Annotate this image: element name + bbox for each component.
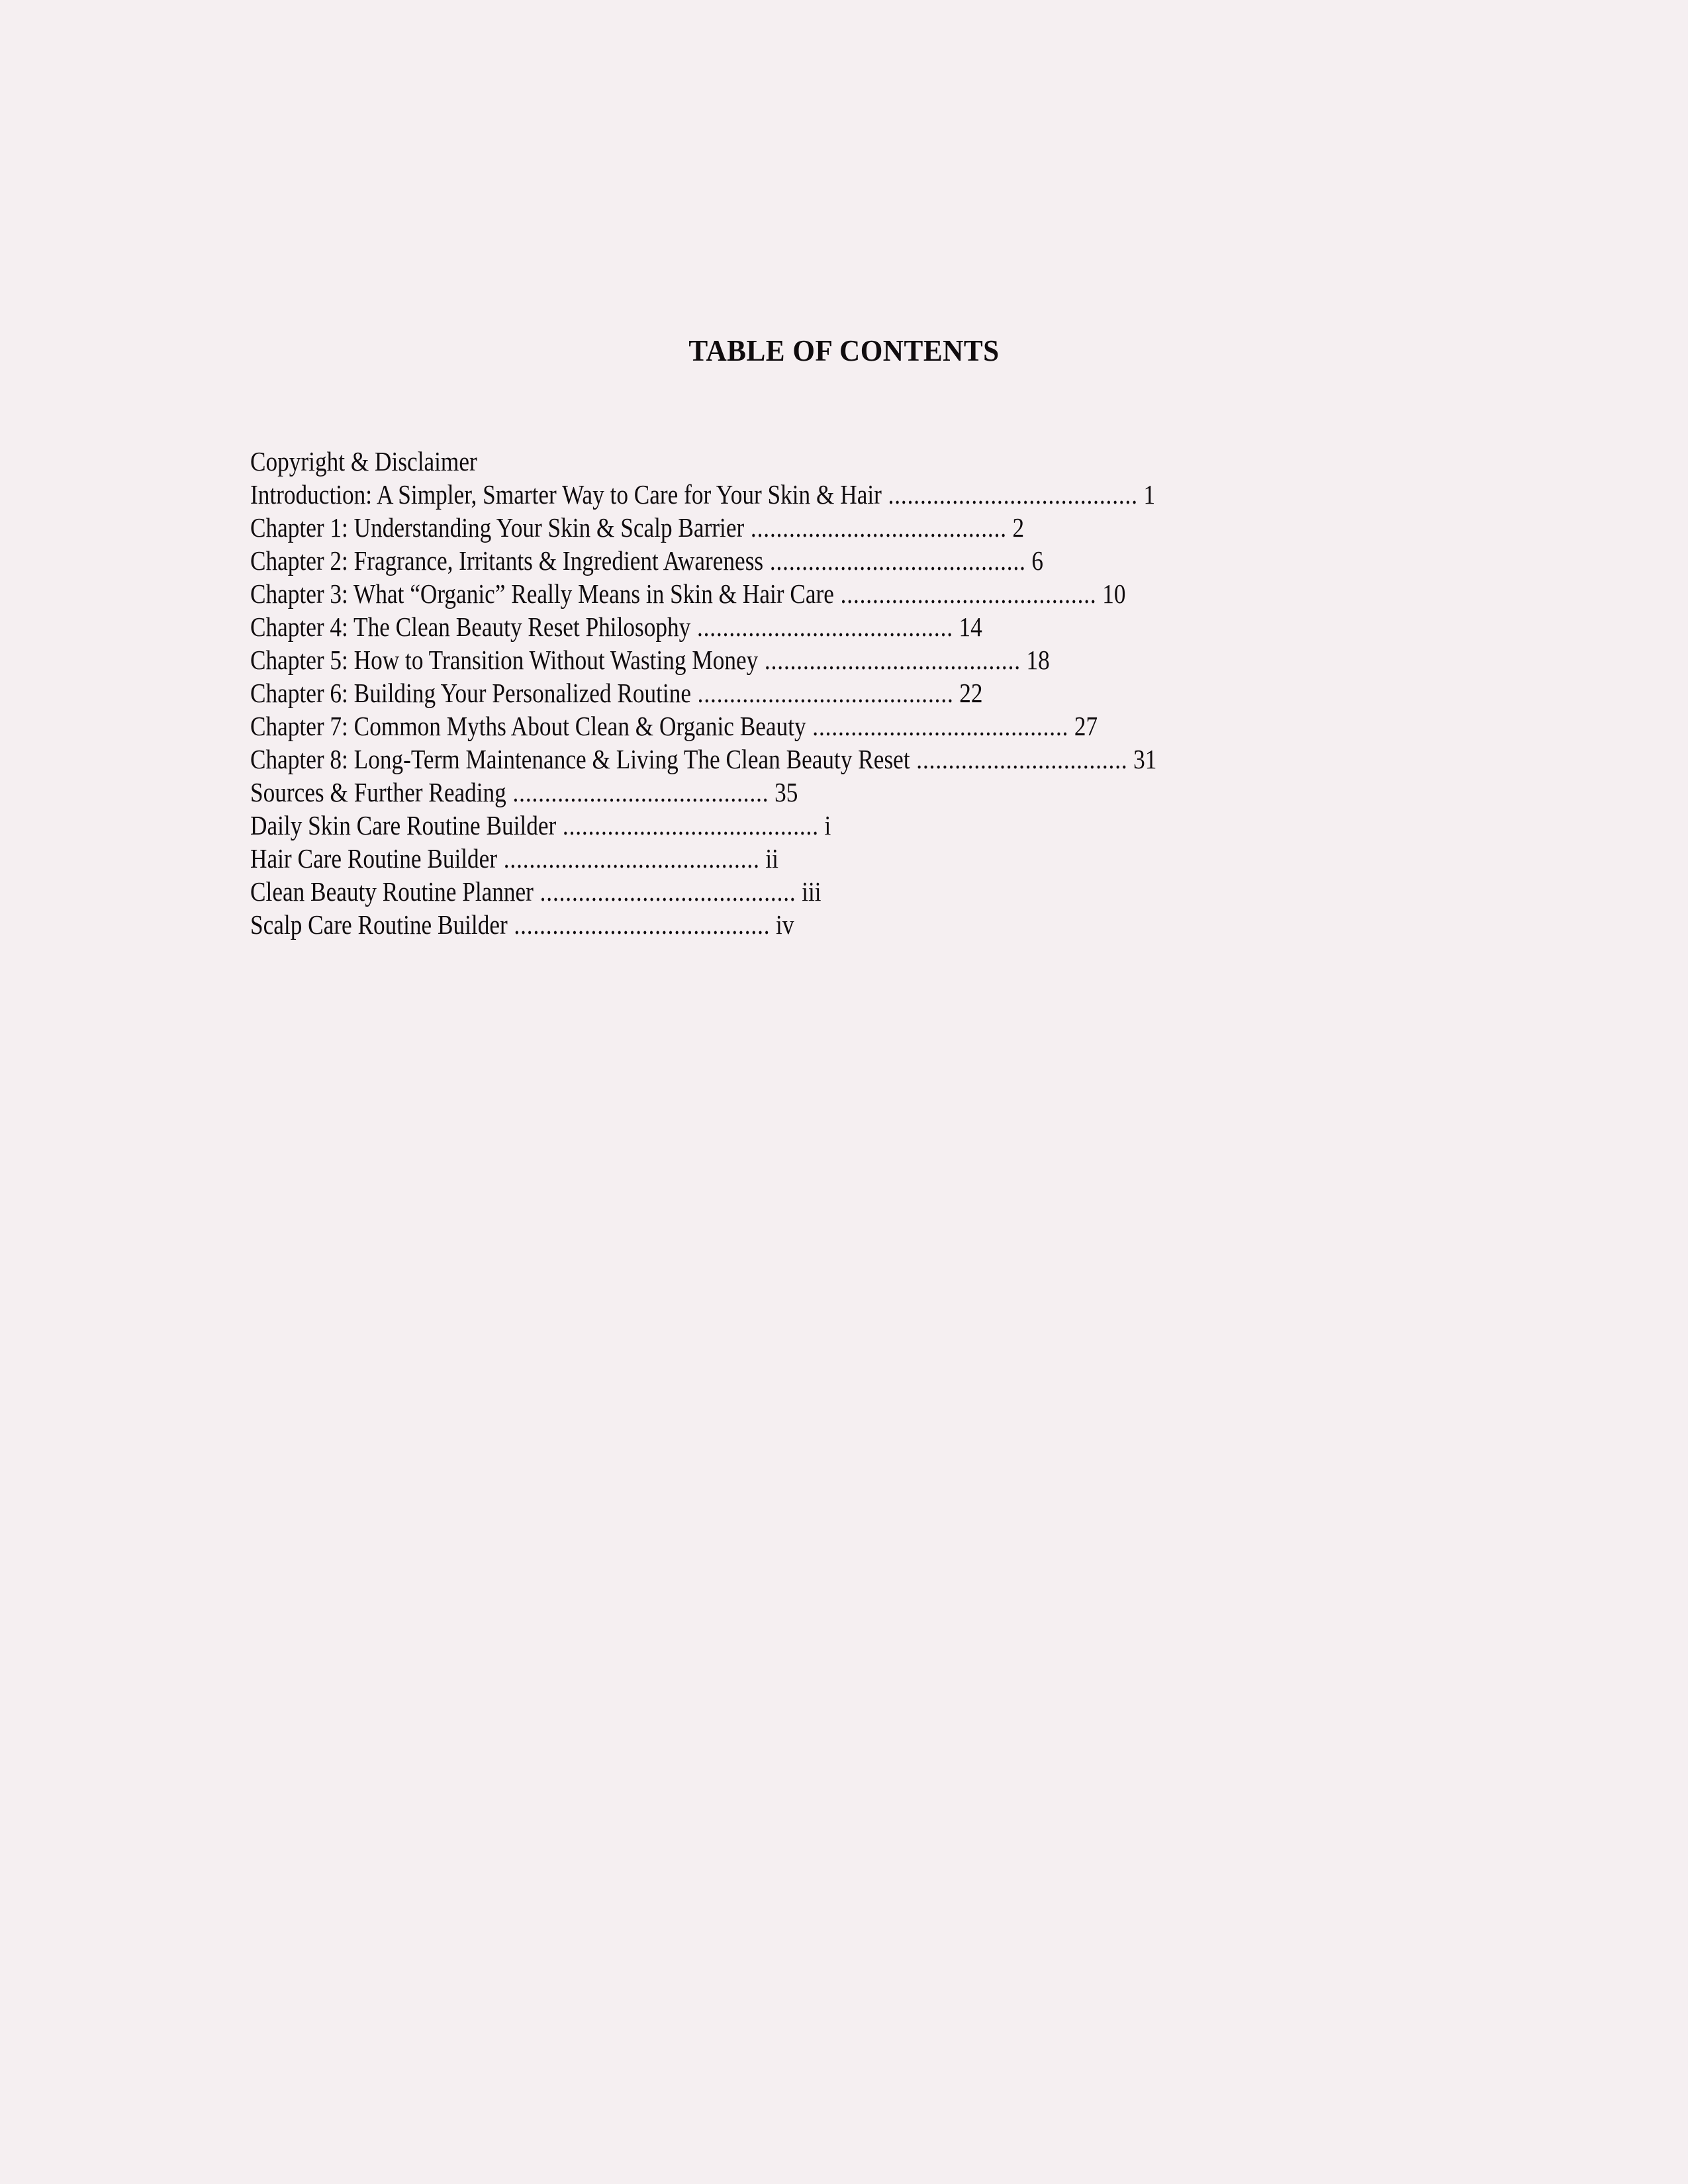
toc-entry-leader-dots: ........................................ — [690, 678, 954, 708]
toc-entry-list — [250, 445, 1508, 941]
toc-entry-leader-dots: ....................................... — [881, 479, 1138, 510]
toc-entry-label: Chapter 2: Fragrance, Irritants & Ingredient Awareness — [250, 545, 764, 576]
toc-entry-page-number: 18 — [1026, 645, 1050, 675]
toc-entry-leader-dots: ........................................ — [556, 810, 819, 841]
toc-entry-page-number: 27 — [1074, 711, 1098, 741]
toc-entry-label: Daily Skin Care Routine Builder — [250, 810, 557, 841]
toc-entry[interactable] — [250, 875, 1508, 908]
toc-entry-leader-dots: ................................. — [910, 744, 1128, 774]
toc-entry[interactable] — [250, 643, 1508, 676]
toc-entry-leader-dots: ........................................ — [763, 545, 1026, 576]
toc-entry-inner — [250, 511, 1024, 544]
toc-entry-inner — [250, 908, 794, 941]
toc-entry-page-number: iv — [776, 909, 794, 940]
toc-entry-leader-dots: ........................................ — [744, 512, 1007, 543]
toc-entry[interactable] — [250, 511, 1508, 544]
toc-entry-label: Chapter 5: How to Transition Without Wasting Money — [250, 645, 759, 675]
toc-entry-label: Clean Beauty Routine Planner — [250, 876, 534, 907]
toc-entry[interactable] — [250, 577, 1508, 610]
toc-entry-inner — [250, 809, 831, 842]
toc-entry-inner — [250, 842, 778, 875]
toc-entry-page-number: 14 — [959, 612, 982, 642]
toc-entry[interactable] — [250, 610, 1508, 643]
toc-entry[interactable] — [250, 842, 1508, 875]
toc-entry-label: Chapter 1: Understanding Your Skin & Scalp Barrier — [250, 512, 745, 543]
toc-entry-leader-dots: ........................................ — [806, 711, 1069, 741]
toc-entry-leader-dots: ........................................ — [533, 876, 796, 907]
toc-entry[interactable] — [250, 544, 1508, 577]
toc-entry-inner — [250, 709, 1098, 743]
toc-entry-label: Introduction: A Simpler, Smarter Way to Care for Your Skin & Hair — [250, 479, 882, 510]
toc-entry-label: Scalp Care Routine Builder — [250, 909, 508, 940]
toc-entry-page-number: ii — [765, 843, 778, 874]
toc-entry[interactable] — [250, 445, 1508, 478]
toc-entry-page-number: 2 — [1012, 512, 1025, 543]
toc-entry[interactable] — [250, 709, 1508, 743]
toc-entry-inner — [250, 643, 1050, 676]
toc-entry-leader-dots: ........................................ — [507, 909, 771, 940]
toc-entry[interactable] — [250, 478, 1508, 511]
toc-entry-page-number: 10 — [1102, 578, 1126, 609]
toc-entry-label: Chapter 3: What “Organic” Really Means in Skin & Hair Care — [250, 578, 834, 609]
toc-entry-page-number: 6 — [1031, 545, 1044, 576]
toc-entry-label: Chapter 7: Common Myths About Clean & Organic Beauty — [250, 711, 806, 741]
toc-entry-inner — [250, 610, 982, 643]
toc-entry-inner — [250, 875, 821, 908]
toc-entry-label: Chapter 4: The Clean Beauty Reset Philosophy — [250, 612, 691, 642]
toc-entry-page-number: iii — [802, 876, 821, 907]
toc-entry-inner — [250, 776, 798, 809]
toc-entry-inner — [250, 577, 1125, 610]
toc-entry-inner — [250, 445, 477, 478]
toc-entry-page-number: i — [824, 810, 831, 841]
page-title: TABLE OF CONTENTS — [688, 334, 1000, 367]
toc-entry-label: Chapter 6: Building Your Personalized Routine — [250, 678, 691, 708]
toc-entry-label: Sources & Further Reading — [250, 777, 506, 807]
toc-entry[interactable] — [250, 908, 1508, 941]
toc-entry-inner — [250, 544, 1043, 577]
toc-entry-inner — [250, 676, 983, 709]
toc-entry-page-number: 35 — [774, 777, 798, 807]
toc-entry[interactable] — [250, 743, 1508, 776]
toc-entry-page-number: 31 — [1133, 744, 1157, 774]
toc-entry-inner — [250, 743, 1156, 776]
toc-entry-leader-dots: ........................................ — [758, 645, 1021, 675]
toc-entry-label: Copyright & Disclaimer — [250, 446, 477, 477]
toc-entry[interactable] — [250, 676, 1508, 709]
toc-entry-page-number: 1 — [1143, 479, 1156, 510]
toc-entry-leader-dots: ........................................ — [690, 612, 953, 642]
toc-entry-page-number: 22 — [959, 678, 983, 708]
toc-entry-leader-dots: ........................................ — [833, 578, 1097, 609]
toc-entry[interactable] — [250, 776, 1508, 809]
toc-entry-label: Hair Care Routine Builder — [250, 843, 498, 874]
toc-entry-leader-dots: ........................................ — [497, 843, 760, 874]
toc-entry-leader-dots: ........................................ — [506, 777, 769, 807]
toc-entry[interactable] — [250, 809, 1508, 842]
toc-entry-label: Chapter 8: Long-Term Maintenance & Living The Clean Beauty Reset — [250, 744, 910, 774]
toc-entry-inner — [250, 478, 1155, 511]
